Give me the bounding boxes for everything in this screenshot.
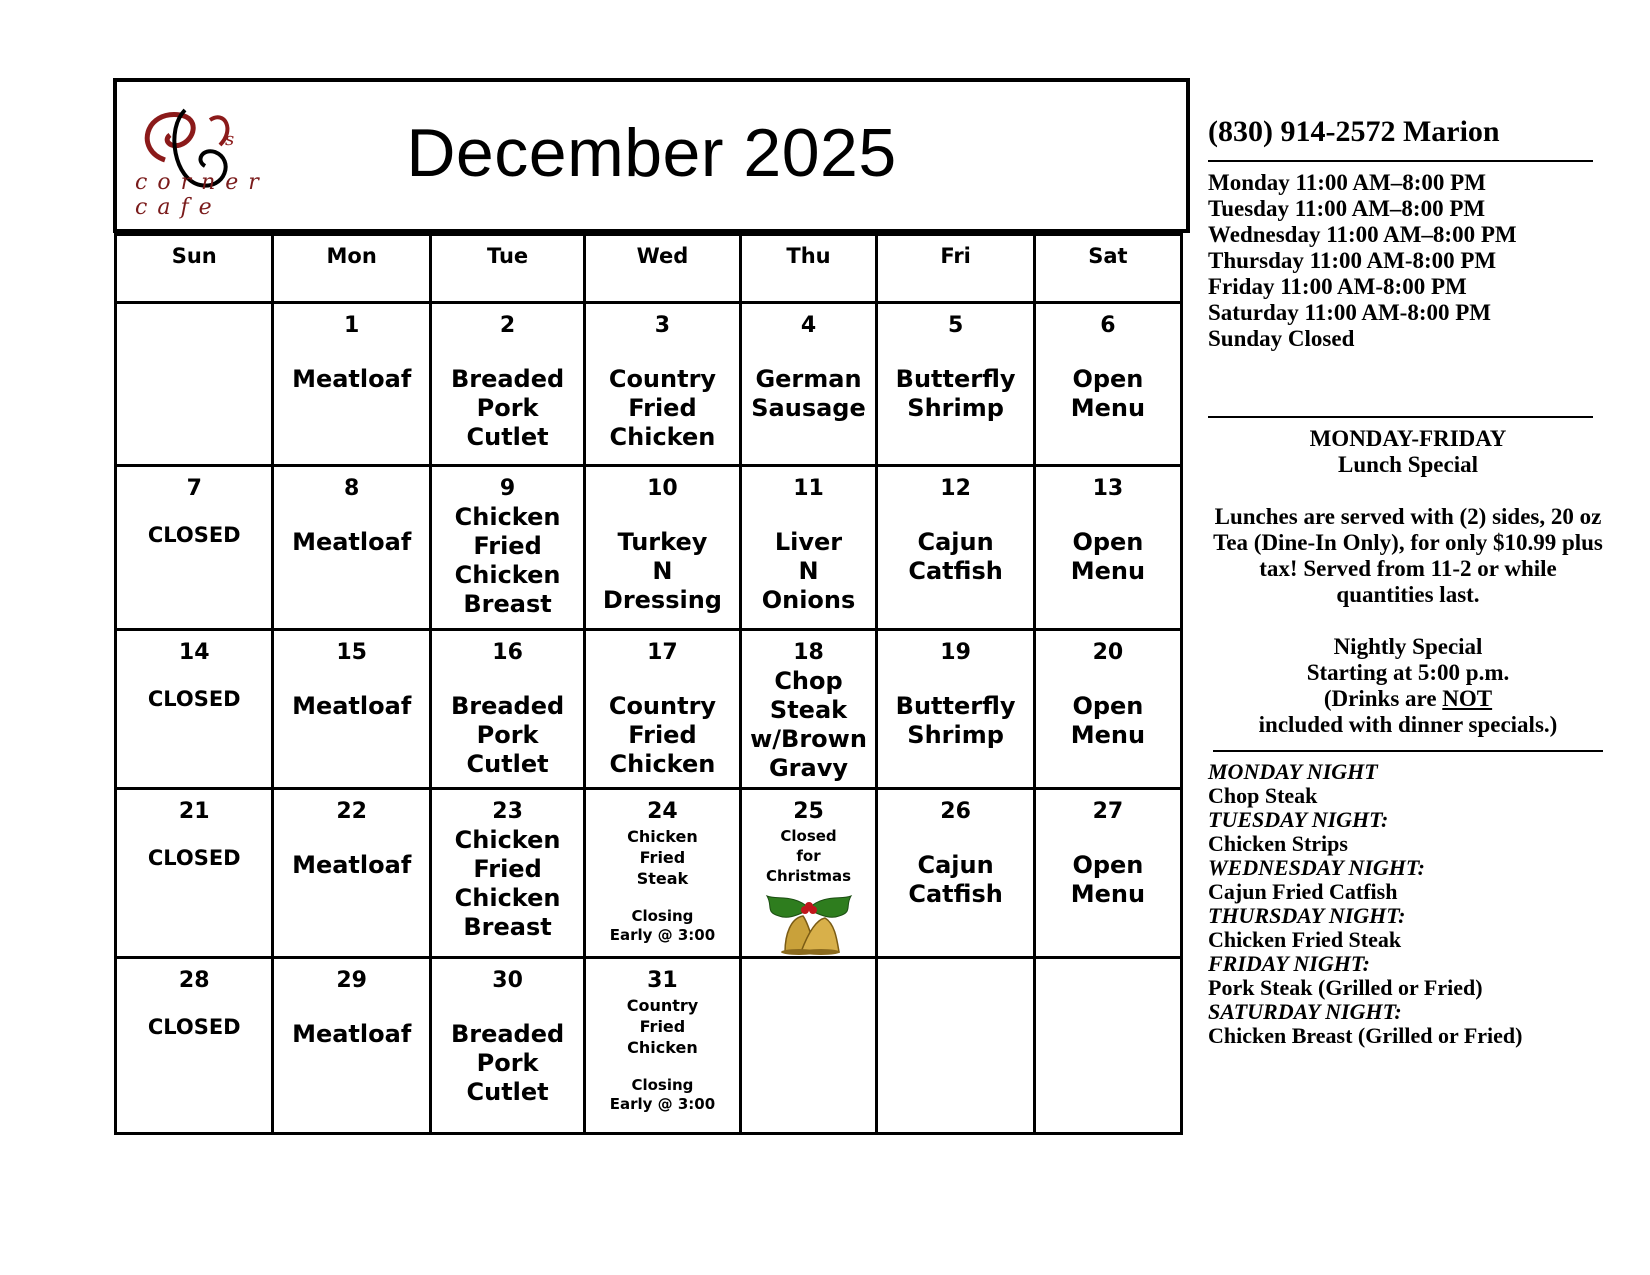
day-number: 19	[940, 640, 971, 665]
day-cell	[1034, 789, 1181, 958]
weekday-fri: Fri	[877, 235, 1034, 303]
day-cell	[273, 789, 430, 958]
day-number: 30	[492, 968, 523, 993]
calendar-grid	[114, 233, 1183, 1135]
divider	[1213, 750, 1603, 752]
day-cell	[273, 958, 430, 1134]
lunch-description: Lunches are served with (2) sides, 20 oz Tea (Dine-In Only), for only $10.99 plus tax! Served from 11-2 or while quantities last.	[1213, 504, 1603, 607]
day-cell	[116, 466, 273, 630]
day-special: Chicken Fried Chicken Breast	[454, 826, 561, 941]
day-number: 23	[492, 799, 523, 824]
day-number: 10	[647, 476, 678, 501]
day-special: Breaded Pork Cutlet	[450, 1020, 565, 1106]
day-number: 29	[336, 968, 367, 993]
day-number: 20	[1092, 640, 1124, 665]
day-special: Chicken Fried Steak	[627, 827, 698, 888]
day-cell	[740, 630, 877, 789]
day-special: Meatloaf	[292, 692, 412, 720]
divider	[1208, 416, 1593, 418]
day-special: CLOSED	[147, 846, 241, 870]
day-special: CLOSED	[147, 1015, 241, 1039]
night-item: Cajun Fried Catfish	[1208, 879, 1398, 904]
day-number: 3	[654, 313, 671, 338]
night-label: MONDAY NIGHT	[1208, 759, 1378, 784]
day-special: Open Menu	[1070, 365, 1146, 422]
day-number: 31	[647, 968, 678, 993]
night-item: Chicken Breast (Grilled or Fried)	[1208, 1023, 1523, 1048]
info-sidebar	[1208, 112, 1608, 1048]
day-cell	[430, 958, 584, 1134]
day-special: Chicken Fried Chicken Breast	[454, 503, 561, 618]
day-cell	[116, 630, 273, 789]
weekday-wed: Wed	[585, 235, 740, 303]
day-cell	[877, 303, 1034, 466]
day-cell	[116, 958, 273, 1134]
week-row	[116, 789, 1182, 958]
day-number	[117, 304, 271, 314]
day-special: Open Menu	[1070, 528, 1146, 585]
day-special: Open Menu	[1070, 692, 1146, 749]
day-cell	[273, 466, 430, 630]
nightly-start: Starting at 5:00 p.m.	[1306, 660, 1510, 685]
day-number: 13	[1092, 476, 1124, 501]
day-number: 18	[793, 640, 824, 665]
day-special: Turkey N Dressing	[602, 528, 722, 614]
drinks-note-not: NOT	[1442, 686, 1493, 711]
hours-line: Thursday 11:00 AM-8:00 PM	[1208, 248, 1497, 273]
day-number: 1	[344, 313, 360, 338]
day-number: 9	[499, 476, 516, 501]
day-number: 26	[940, 799, 971, 824]
drinks-note	[1208, 686, 1608, 738]
day-cell	[877, 789, 1034, 958]
hours-line: Monday 11:00 AM–8:00 PM	[1208, 170, 1486, 195]
day-special: Open Menu	[1070, 851, 1146, 908]
day-special: Closed for Christmas	[766, 827, 852, 885]
day-number: 12	[940, 476, 971, 501]
weekday-mon: Mon	[273, 235, 430, 303]
day-cell	[740, 466, 877, 630]
day-cell	[877, 958, 1034, 1134]
day-special: Country Fried Chicken	[626, 996, 699, 1057]
day-special: CLOSED	[147, 523, 241, 547]
weekday-thu: Thu	[740, 235, 877, 303]
drinks-note-pre: (Drinks are	[1323, 686, 1443, 711]
week-row	[116, 630, 1182, 789]
day-special: German Sausage	[751, 365, 866, 422]
closing-early-note: Closing Early @ 3:00	[609, 1076, 716, 1113]
day-cell	[585, 958, 740, 1134]
day-special: Cajun Catfish	[908, 528, 1003, 585]
day-cell	[1034, 466, 1181, 630]
night-label: FRIDAY NIGHT:	[1208, 951, 1370, 976]
week-row	[116, 958, 1182, 1134]
closing-early-note: Closing Early @ 3:00	[609, 907, 716, 944]
day-number: 15	[336, 640, 367, 665]
day-special: Country Fried Chicken	[608, 365, 717, 451]
day-special: Breaded Pork Cutlet	[450, 365, 565, 451]
day-special: Breaded Pork Cutlet	[450, 692, 565, 778]
day-cell	[273, 630, 430, 789]
page-title: December 2025	[406, 115, 897, 191]
night-label: THURSDAY NIGHT:	[1208, 903, 1406, 928]
lunch-title: MONDAY-FRIDAY	[1309, 426, 1507, 451]
night-item: Chop Steak	[1208, 783, 1318, 808]
hours-line: Friday 11:00 AM-8:00 PM	[1208, 274, 1467, 299]
night-item: Pork Steak (Grilled or Fried)	[1208, 975, 1483, 1000]
day-special: Liver N Onions	[761, 528, 856, 614]
day-special: Chop Steak w/Brown Gravy	[750, 667, 867, 782]
day-special: Meatloaf	[292, 1020, 412, 1048]
day-number: 17	[647, 640, 678, 665]
weekday-sun: Sun	[116, 235, 273, 303]
day-number: 21	[178, 799, 210, 824]
day-cell	[430, 630, 584, 789]
day-special: Meatloaf	[292, 851, 412, 879]
weekday-tue: Tue	[430, 235, 584, 303]
nightly-specials-list	[1208, 760, 1608, 1048]
day-cell	[585, 466, 740, 630]
day-special: Meatloaf	[292, 528, 412, 556]
day-cell	[585, 303, 740, 466]
night-label: SATURDAY NIGHT:	[1208, 999, 1402, 1024]
day-number: 11	[793, 476, 824, 501]
day-cell	[1034, 303, 1181, 466]
lunch-subtitle: Lunch Special	[1338, 452, 1478, 477]
day-special: Butterfly Shrimp	[895, 692, 1016, 749]
day-number: 14	[178, 640, 210, 665]
day-cell	[116, 789, 273, 958]
night-label: TUESDAY NIGHT:	[1208, 807, 1389, 832]
day-cell	[430, 303, 584, 466]
day-number: 2	[499, 313, 516, 338]
drinks-note-post: included with dinner specials.)	[1258, 712, 1558, 737]
day-special: Country Fried Chicken	[608, 692, 717, 778]
day-special: Meatloaf	[292, 365, 412, 393]
day-special: CLOSED	[147, 687, 241, 711]
day-cell	[116, 303, 273, 466]
divider	[1208, 160, 1593, 162]
day-number: 6	[1100, 313, 1116, 338]
day-number: 4	[800, 313, 817, 338]
week-row	[116, 303, 1182, 466]
weekday-header-row	[116, 235, 1182, 303]
day-number: 7	[186, 476, 202, 501]
day-cell	[877, 630, 1034, 789]
day-cell	[1034, 630, 1181, 789]
day-cell	[1034, 958, 1181, 1134]
night-item: Chicken Strips	[1208, 831, 1348, 856]
day-number: 24	[647, 799, 678, 824]
night-item: Chicken Fried Steak	[1208, 927, 1402, 952]
day-cell	[430, 789, 584, 958]
calendar-header	[113, 78, 1190, 233]
day-cell	[430, 466, 584, 630]
day-number: 8	[344, 476, 360, 501]
day-number: 28	[178, 968, 210, 993]
day-cell	[740, 789, 877, 958]
business-hours	[1208, 170, 1608, 352]
week-row	[116, 466, 1182, 630]
day-number: 5	[947, 313, 964, 338]
hours-line: Saturday 11:00 AM-8:00 PM	[1208, 300, 1492, 325]
day-number: 27	[1092, 799, 1124, 824]
day-cell	[740, 958, 877, 1134]
nightly-title: Nightly Special	[1333, 634, 1483, 659]
day-number: 22	[336, 799, 367, 824]
hours-line: Sunday Closed	[1208, 326, 1355, 351]
day-cell	[585, 630, 740, 789]
day-cell	[877, 466, 1034, 630]
day-cell	[740, 303, 877, 466]
phone-location: (830) 914-2572 Marion	[1208, 115, 1500, 148]
night-label: WEDNESDAY NIGHT:	[1208, 855, 1425, 880]
svg-text:s: s	[225, 129, 235, 150]
christmas-bells-icon	[759, 894, 859, 956]
day-special: Cajun Catfish	[908, 851, 1003, 908]
hours-line: Wednesday 11:00 AM–8:00 PM	[1208, 222, 1517, 247]
day-special: Butterfly Shrimp	[895, 365, 1016, 422]
day-number: 25	[793, 799, 824, 824]
weekday-sat: Sat	[1034, 235, 1181, 303]
day-cell	[273, 303, 430, 466]
hours-line: Tuesday 11:00 AM–8:00 PM	[1208, 196, 1486, 221]
day-number: 16	[492, 640, 523, 665]
lunch-special	[1208, 426, 1608, 738]
day-cell	[585, 789, 740, 958]
logo-text: corner cafe	[135, 170, 269, 220]
